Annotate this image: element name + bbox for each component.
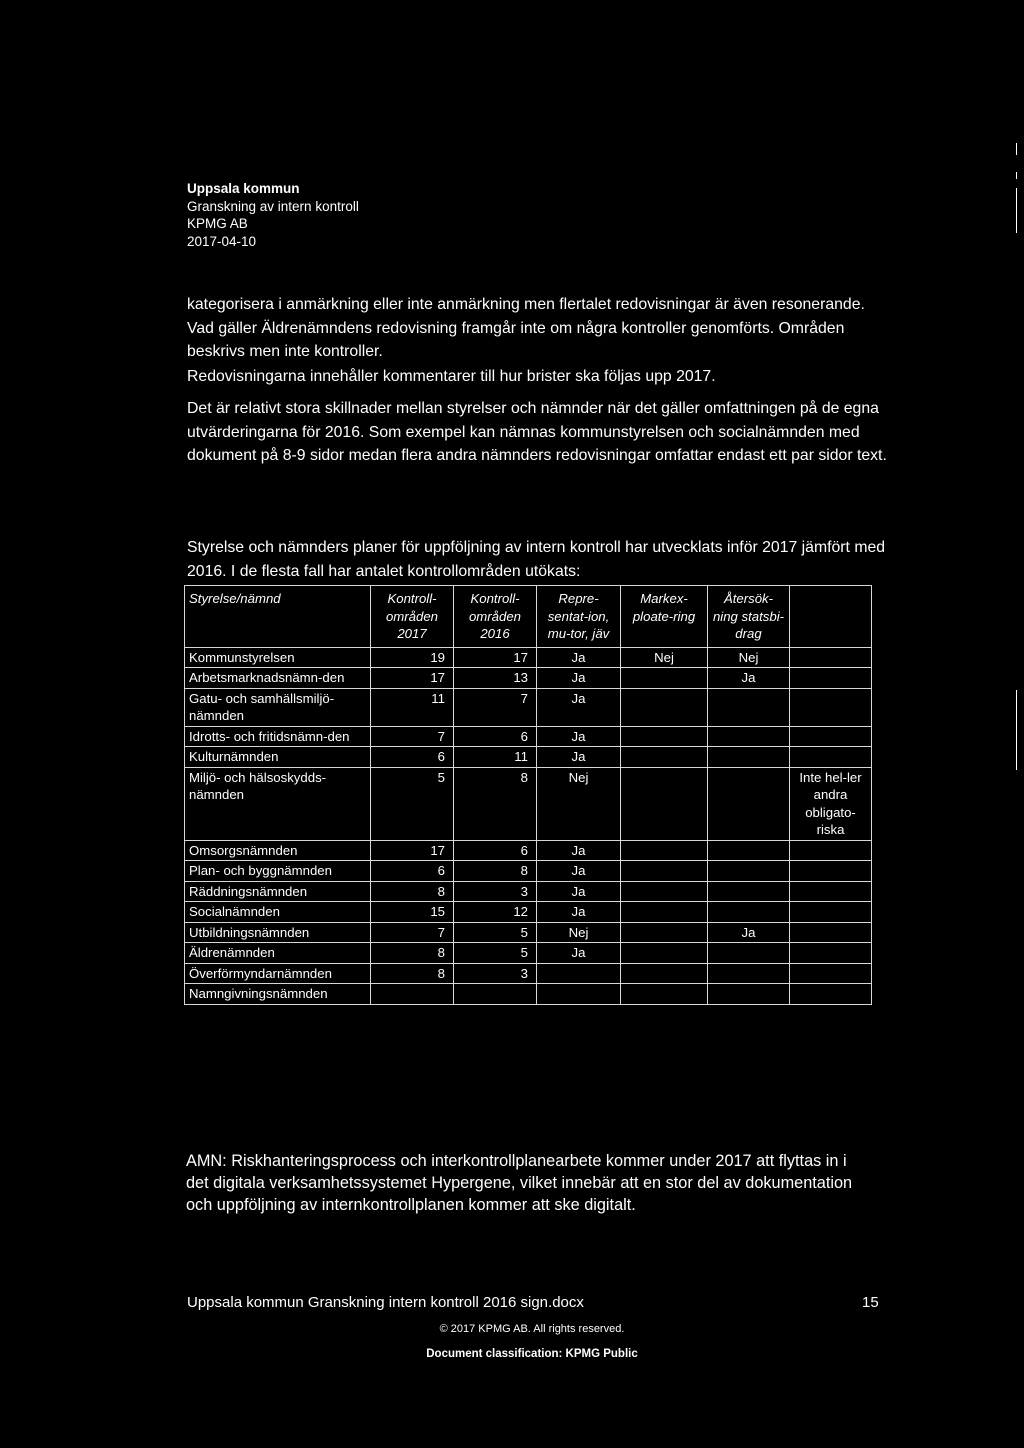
table-cell: Ja [537, 943, 621, 964]
table-cell: 11 [371, 688, 454, 726]
table-cell: Ja [537, 881, 621, 902]
table-cell: 7 [371, 922, 454, 943]
table-cell [790, 840, 872, 861]
table-row [185, 984, 872, 1005]
table-cell [621, 922, 708, 943]
committee-name-cell: Kommunstyrelsen [185, 647, 371, 668]
table-cell [621, 861, 708, 882]
table-row [185, 747, 872, 768]
table-cell: Ja [537, 688, 621, 726]
header-date: 2017-04-10 [187, 233, 257, 249]
table-cell [708, 881, 790, 902]
table-cell [708, 840, 790, 861]
table-cell: 15 [371, 902, 454, 923]
table-header-row [185, 586, 872, 648]
table-cell: Ja [708, 668, 790, 689]
table-cell: Ja [537, 840, 621, 861]
table-cell [621, 902, 708, 923]
committee-name-cell: Räddningsnämnden [185, 881, 371, 902]
table-row [185, 840, 872, 861]
table-cell [708, 861, 790, 882]
scan-edge-mark [1016, 690, 1017, 770]
table-row [185, 943, 872, 964]
table-cell [708, 688, 790, 726]
paragraph-2: Redovisningarna innehåller kommentarer till hur brister ska följas upp 2017. [187, 368, 716, 385]
table-cell: 5 [454, 943, 537, 964]
table-cell [790, 881, 872, 902]
table-cell [621, 747, 708, 768]
table-cell [708, 902, 790, 923]
table-row [185, 963, 872, 984]
table-cell [621, 688, 708, 726]
table-cell [708, 963, 790, 984]
table-cell: 11 [454, 747, 537, 768]
table-cell: Ja [537, 861, 621, 882]
table-cell [790, 861, 872, 882]
table-cell [708, 943, 790, 964]
table-cell: 3 [454, 881, 537, 902]
table-row [185, 726, 872, 747]
table-header-cell: Återsök-ning statsbi-drag [708, 586, 790, 648]
committee-name-cell: Kulturnämnden [185, 747, 371, 768]
footer-copyright: © 2017 KPMG AB. All rights reserved. [439, 1323, 625, 1335]
control-areas-table [184, 585, 872, 1005]
page-header [187, 180, 359, 250]
footer-classification: Document classification: KPMG Public [426, 1348, 638, 1360]
table-cell [790, 943, 872, 964]
table-cell: 6 [371, 861, 454, 882]
table-cell [537, 984, 621, 1005]
table-row [185, 668, 872, 689]
table-header-cell: Markex-ploate-ring [621, 586, 708, 648]
table-cell: Ja [537, 726, 621, 747]
table-row [185, 922, 872, 943]
table-cell [621, 984, 708, 1005]
table-cell: 8 [371, 943, 454, 964]
table-row [185, 688, 872, 726]
table-cell [621, 767, 708, 840]
table-cell: Ja [537, 747, 621, 768]
table-cell [790, 747, 872, 768]
committee-name-cell: Äldrenämnden [185, 943, 371, 964]
table-cell: 17 [371, 668, 454, 689]
table-cell: 7 [371, 726, 454, 747]
table-cell [621, 881, 708, 902]
committee-name-cell: Plan- och byggnämnden [185, 861, 371, 882]
table-cell: 8 [371, 963, 454, 984]
table-cell: 19 [371, 647, 454, 668]
committee-name-cell: Arbetsmarknadsnämn-den [185, 668, 371, 689]
table-cell [790, 963, 872, 984]
table-cell: Inte hel-ler andra obligato-riska [790, 767, 872, 840]
committee-name-cell: Gatu- och samhällsmiljö-nämnden [185, 688, 371, 726]
table-cell: 13 [454, 668, 537, 689]
table-cell: 3 [454, 963, 537, 984]
committee-name-cell: Överförmyndarnämnden [185, 963, 371, 984]
table-cell [708, 767, 790, 840]
scan-edge-mark [1016, 188, 1017, 233]
table-header-cell: Repre-sentat-ion, mu-tor, jäv [537, 586, 621, 648]
table-cell: 6 [371, 747, 454, 768]
table-header-cell: Kontroll-områden 2017 [371, 586, 454, 648]
table-row [185, 647, 872, 668]
table-cell: Ja [537, 668, 621, 689]
table-cell [621, 963, 708, 984]
table-cell: 12 [454, 902, 537, 923]
table-cell: 8 [454, 861, 537, 882]
table-cell: 17 [371, 840, 454, 861]
paragraph-1: kategorisera i anmärkning eller inte anmärkning men flertalet redovisningar är även resonerande. Vad gäller Äldrenämndens redovisning framgår inte om några kontroller genomförts. Områden beskrivs men inte kontroller. [187, 296, 865, 360]
paragraph-4: Styrelse och nämnders planer för uppföljning av intern kontroll har utvecklats inför 2017 jämfört med 2016. I de flesta fall har antalet kontrollområden utökats: [187, 539, 886, 580]
header-firm: KPMG AB [187, 216, 248, 231]
committee-name-cell: Miljö- och hälsoskydds-nämnden [185, 767, 371, 840]
scan-edge-mark [1016, 172, 1017, 179]
table-cell: Ja [537, 647, 621, 668]
table-cell [790, 726, 872, 747]
table-header-cell: Kontroll-områden 2016 [454, 586, 537, 648]
table-cell: Nej [708, 647, 790, 668]
footer-filename: Uppsala kommun Granskning intern kontroll 2016 sign.docx [187, 1294, 584, 1311]
table-cell [621, 943, 708, 964]
table-cell: 17 [454, 647, 537, 668]
table-cell: 8 [371, 881, 454, 902]
amn-note: AMN: Riskhanteringsprocess och interkontrollplanearbete kommer under 2017 att flyttas in i det digitala verksamhetssystemet Hypergene, vilket innebär att en stor del av dokumentation och uppföljning av internkontrollplanen kommer att ske digitalt. [186, 1152, 853, 1214]
table-cell: Nej [537, 922, 621, 943]
table-cell [621, 726, 708, 747]
paragraph-3: Det är relativt stora skillnader mellan styrelser och nämnder när det gäller omfattningen på de egna utvärderingarna för 2016. Som exempel kan nämnas kommunstyrelsen och socialnämnden med dokument på 8-9 sidor medan flera andra nämnders redovisningar omfattar endast ett par sidor text. [187, 400, 887, 464]
table-cell: 6 [454, 726, 537, 747]
table-cell: Nej [621, 647, 708, 668]
table-cell [790, 984, 872, 1005]
scan-edge-mark [1016, 143, 1017, 155]
table-cell [708, 726, 790, 747]
table-cell: Ja [537, 902, 621, 923]
committee-name-cell: Socialnämnden [185, 902, 371, 923]
table-cell: 5 [454, 922, 537, 943]
table-cell [454, 984, 537, 1005]
table-cell: 5 [371, 767, 454, 840]
table-body [185, 647, 872, 1004]
table-row [185, 902, 872, 923]
table-cell: Nej [537, 767, 621, 840]
table-cell [621, 668, 708, 689]
committee-name-cell: Namngivningsnämnden [185, 984, 371, 1005]
committee-name-cell: Idrotts- och fritidsnämn-den [185, 726, 371, 747]
table-cell [708, 984, 790, 1005]
table-cell: Ja [708, 922, 790, 943]
header-title: Granskning av intern kontroll [187, 198, 359, 214]
committee-name-cell: Utbildningsnämnden [185, 922, 371, 943]
table-cell: 7 [454, 688, 537, 726]
table-cell [790, 688, 872, 726]
table-row [185, 861, 872, 882]
table-cell [708, 747, 790, 768]
table-cell [790, 902, 872, 923]
table-row [185, 881, 872, 902]
table-cell [790, 647, 872, 668]
table-header-cell [790, 586, 872, 648]
table-cell [537, 963, 621, 984]
footer-page-number: 15 [862, 1294, 879, 1311]
table-cell: 6 [454, 840, 537, 861]
table-row [185, 767, 872, 840]
table-cell [790, 922, 872, 943]
table-header-cell: Styrelse/nämnd [185, 586, 371, 648]
table-cell: 8 [454, 767, 537, 840]
committee-name-cell: Omsorgsnämnden [185, 840, 371, 861]
table-cell [621, 840, 708, 861]
header-org: Uppsala kommun [187, 181, 300, 196]
table-cell [371, 984, 454, 1005]
table-cell [790, 668, 872, 689]
